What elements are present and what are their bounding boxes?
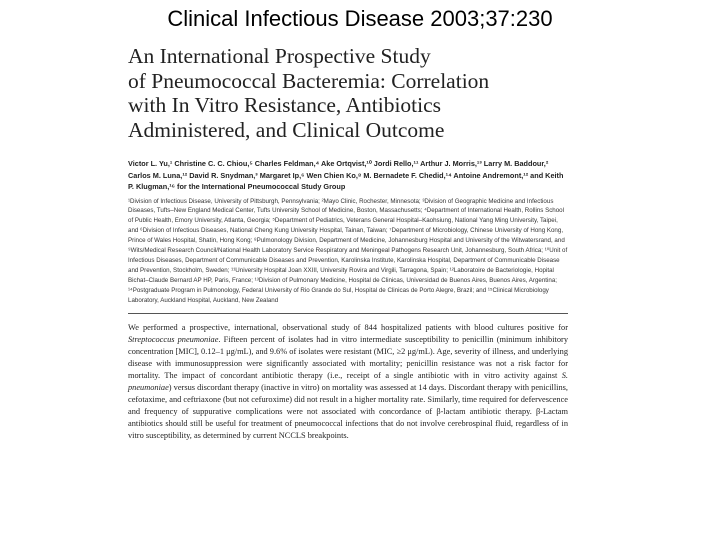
abstract-text: ) versus discordant therapy (inactive in vitro) on mortality was assessed at 14 days. Discordant therapy with penicillins, cefotaxime, and ceftriaxone (but not cefuroxime) did not result in a higher mortality rate. Similarly, time required for defervescence and frequency of suppurative complications were not associated with concordance of β-lactam antibiotic therapy. β-Lactam antibiotics should still be useful for treatment of pneumococcal infections that do not involve cerebrospinal fluid, regardless of in vitro susceptibility, as determined by current NCCLS breakpoints. xyxy=(128,383,568,440)
paper-excerpt xyxy=(128,44,568,442)
paper-title xyxy=(128,44,568,142)
abstract-text: . Fifteen percent of isolates had in vitro intermediate susceptibility to penicillin (minimum inhibitory concentration [MIC], 0.12–1 μg/mL), and 9.6% of isolates were resistant (MIC, ≥2 μg/mL). Age, severity of illness, and underlying disease with immunosuppression were significantly associated with mortality; penicillin resistance was not a risk factor for mortality. The impact of concordant antibiotic therapy (i.e., receipt of a single antibiotic with in vitro activity against xyxy=(128,335,568,381)
paper-title-line: An International Prospective Study xyxy=(128,44,431,68)
abstract-organism-name: Streptococcus pneumoniae xyxy=(128,335,219,345)
abstract xyxy=(128,322,568,441)
paper-title-line: Administered, and Clinical Outcome xyxy=(128,117,445,142)
paper-title-line: with In Vitro Resistance, Antibiotics xyxy=(128,93,442,117)
author-list: Victor L. Yu,¹ Christine C. C. Chiou,⁵ Charles Feldman,⁴ Ake Ortqvist,¹⁰ Jordi Rello,¹¹ Arthur J. Morris,¹³ Larry M. Baddour,² Carlos M. Luna,¹² David R. Snydman,³ Margaret Ip,⁶ Wen Chien Ko,⁸ M. Bernadete F. Chedid,¹⁴ Antoine Andremont,¹² and Keith P. Klugman,¹⁶ for the International Pneumococcal Study Group xyxy=(128,159,564,191)
paper-title-line: of Pneumococcal Bacteremia: Correlation xyxy=(128,68,490,93)
section-divider xyxy=(128,313,568,314)
abstract-text: We performed a prospective, international, observational study of 844 hospitalized patients with blood cultures positive for xyxy=(128,323,568,333)
abstract-organism-name: S. pneumoniae xyxy=(128,371,568,392)
affiliations: ¹Division of Infectious Disease, University of Pittsburgh, Pennsylvania; ²Mayo Clinic, Rochester, Minnesota; ³Division of Geographic Medicine and Infectious Diseases, Tufts–New England Medical Center, Tufts University School of Medicine, Boston, Massachusetts; ⁴Department of International Health, Rollins School of Public Health, Emory University, Atlanta, Georgia; ⁵Department of Pediatrics, Veterans General Hospital–Kaohsiung, National Yang Ming University, Taipei, and ⁶Division of Infectious Diseases, National Cheng Kung University Hospital, Tainan, Taiwan; ⁷Department of Microbiology, Chinese University of Hong Kong, Prince of Wales Hospital, Shatin, Hong Kong; ⁸Pulmonology Division, Department of Medicine, Johannesburg Hospital and University of the Witwatersrand, and ⁹Wits/Medical Research Council/National Health Laboratory Service Respiratory and Meningeal Pathogens Research Unit, Johannesburg, South Africa; ¹⁰Unit of Infectious Diseases, Department of Communicable Diseases and Prevention, Karolinska Institute, Karolinska Hospital, Department of Communicable Disease and Prevention, Stockholm, Sweden; ¹¹University Hospital Joan XXIII, University Rovira and Virgili, Tarragona, Spain; ¹²Laboratoire de Bacteriologie, Hopital Bichat–Claude Bernard AP HP, Paris, France; ¹³Division of Pulmonary Medicine, Hospital de Clinicas, Universidad de Buenos Aires, Buenos Aires, Argentina; ¹⁴Postgraduate Program in Pulmonology, Federal University of Rio Grande do Sul, Hospital de Clinicas de Porto Alegre, Brazil; and ¹⁵Clinical Microbiology Laboratory, Auckland Hospital, Auckland, New Zealand xyxy=(128,197,568,304)
slide-citation-title: Clinical Infectious Disease 2003;37:230 xyxy=(167,6,553,31)
